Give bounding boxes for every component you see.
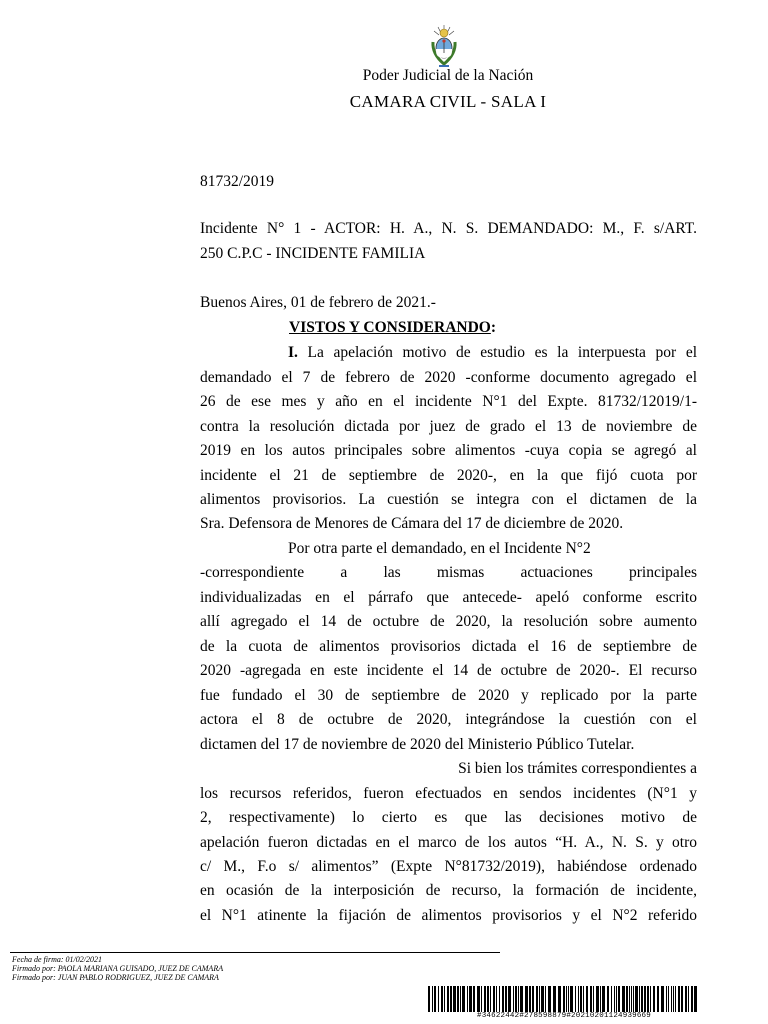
barcode-bar <box>600 986 601 1012</box>
barcode-bar <box>626 986 628 1012</box>
barcode-bar <box>462 986 465 1012</box>
case-number: 81732/2019 <box>200 173 275 190</box>
barcode-bar <box>487 986 489 1012</box>
barcode-bar <box>558 986 561 1012</box>
barcode-bar <box>607 986 609 1012</box>
paragraph-line: de la cuota de alimentos provisorios dictada el 16 de septiembre de <box>200 638 697 655</box>
paragraph-line <box>200 344 697 362</box>
signature-line: Firmado por: JUAN PABLO RODRIGUEZ, JUEZ DE CAMARA <box>12 973 219 982</box>
paragraph-line: allí agregado el 14 de octubre de 2020, la resolución sobre aumento <box>200 613 697 630</box>
paragraph-line: apelación fueron dictadas en el marco de los autos “H. A., N. S. y otro <box>200 834 697 851</box>
case-caption-line: Incidente N° 1 - ACTOR: H. A., N. S. DEMANDADO: M., F. s/ART. <box>200 220 697 237</box>
barcode-bar <box>566 986 567 1012</box>
section-heading-text: VISTOS Y CONSIDERANDO <box>289 319 491 336</box>
barcode-bar <box>688 986 689 1012</box>
barcode-bar <box>629 986 630 1012</box>
barcode-bar <box>614 986 615 1012</box>
barcode-bar <box>496 986 497 1012</box>
barcode-bar <box>668 986 669 1012</box>
signature-date: Fecha de firma: 01/02/2021 <box>12 955 102 964</box>
barcode-bar <box>438 986 439 1012</box>
paragraph-line: 2019 en los autos principales sobre alimentos -cuya copia se agregó al <box>200 442 697 459</box>
barcode <box>428 986 700 1012</box>
barcode-bar <box>618 986 620 1012</box>
paragraph-line: fue fundado el 30 de septiembre de 2020 y replicado por la parte <box>200 687 697 704</box>
barcode-bar <box>685 986 687 1012</box>
paragraph-line: 2020 -agregada en este incidente el 14 de octubre de 2020-. El recurso <box>200 662 697 679</box>
barcode-bar <box>593 986 594 1012</box>
barcode-bar <box>570 986 573 1012</box>
barcode-bar <box>583 986 584 1012</box>
barcode-bar <box>467 986 468 1012</box>
barcode-bar <box>447 986 449 1012</box>
footer-divider <box>10 952 500 953</box>
barcode-bar <box>602 986 605 1012</box>
barcode-bar <box>622 986 625 1012</box>
coat-of-arms-emblem <box>428 24 460 68</box>
barcode-bar <box>460 986 461 1012</box>
barcode-bar <box>691 986 693 1012</box>
barcode-bar <box>673 986 674 1012</box>
barcode-bar <box>681 986 683 1012</box>
paragraph-line: -correspondiente a las mismas actuaciones principales <box>200 564 697 581</box>
paragraph-line: en ocasión de la interposición de recurso, la formación de incidente, <box>200 882 697 899</box>
barcode-bar <box>493 986 495 1012</box>
barcode-bar <box>518 986 519 1012</box>
paragraph-line: alimentos provisorios. La cuestión se integra con el dictamen de la <box>200 491 697 508</box>
paragraph-line: contra la resolución dictada por juez de grado el 13 de noviembre de <box>200 418 697 435</box>
barcode-bar <box>675 986 676 1012</box>
barcode-bar <box>568 986 569 1012</box>
barcode-bar <box>490 986 491 1012</box>
barcode-bar <box>590 986 592 1012</box>
barcode-bar <box>578 986 579 1012</box>
barcode-bar <box>580 986 582 1012</box>
paragraph-line: c/ M., F.o s/ alimentos” (Expte N°81732/2019), habiéndose ordenado <box>200 858 697 875</box>
barcode-bar <box>508 986 511 1012</box>
barcode-number: #34622442#278598879#20210201124939669 <box>477 1012 651 1020</box>
barcode-bar <box>484 986 486 1012</box>
barcode-bar <box>650 986 651 1012</box>
barcode-bar <box>536 986 538 1012</box>
barcode-bar <box>641 986 643 1012</box>
barcode-bar <box>505 986 507 1012</box>
barcode-bar <box>525 986 528 1012</box>
barcode-bar <box>481 986 482 1012</box>
barcode-bar <box>515 986 517 1012</box>
paragraph-line: demandado el 7 de febrero de 2020 -conforme documento agregado el <box>200 369 697 386</box>
barcode-bar <box>477 986 480 1012</box>
barcode-bar <box>666 986 667 1012</box>
barcode-bar <box>469 986 472 1012</box>
barcode-bar <box>633 986 634 1012</box>
barcode-bar <box>694 986 697 1012</box>
paragraph-line: el N°1 atinente la fijación de alimentos provisorios y el N°2 referido <box>200 907 697 924</box>
barcode-bar <box>671 986 672 1012</box>
barcode-bar <box>450 986 452 1012</box>
barcode-bar <box>586 986 588 1012</box>
barcode-bar <box>457 986 459 1012</box>
court-org-title: Poder Judicial de la Nación <box>362 67 534 84</box>
paragraph-numeral: I. <box>288 344 298 361</box>
paragraph-line: los recursos referidos, fueron efectuados en sendos incidentes (N°1 y <box>200 785 697 802</box>
paragraph-text: La apelación motivo de estudio es la interpuesta por el <box>297 344 697 361</box>
barcode-bar <box>499 986 500 1012</box>
barcode-bar <box>432 986 433 1012</box>
paragraph-line: actora el 8 de octubre de 2020, integrándose la cuestión con el <box>200 711 697 728</box>
barcode-bar <box>635 986 638 1012</box>
section-heading-colon: : <box>490 319 497 336</box>
paragraph-line: 26 de ese mes y año en el incidente N°1 del Expte. 81732/12019/1- <box>200 393 697 410</box>
barcode-bar <box>575 986 576 1012</box>
barcode-bar <box>529 986 531 1012</box>
barcode-bar <box>553 986 556 1012</box>
barcode-bar <box>631 986 632 1012</box>
date-line: Buenos Aires, 01 de febrero de 2021.- <box>200 294 436 311</box>
court-chamber-title: CAMARA CIVIL - SALA I <box>349 92 547 111</box>
barcode-bar <box>653 986 655 1012</box>
barcode-bar <box>548 986 551 1012</box>
barcode-bar <box>453 986 456 1012</box>
paragraph-line: Sra. Defensora de Menores de Cámara del 17 de diciembre de 2020. <box>200 515 624 532</box>
barcode-bar <box>473 986 475 1012</box>
barcode-bar <box>616 986 617 1012</box>
paragraph-line: incidente el 21 de septiembre de 2020-, en la que fijó cuota por <box>200 467 697 484</box>
section-heading <box>289 319 589 337</box>
paragraph-line: individualizadas en el párrafo que antecede- apeló conforme escrito <box>200 589 697 606</box>
barcode-bar <box>444 986 445 1012</box>
barcode-bar <box>657 986 659 1012</box>
barcode-bar <box>563 986 565 1012</box>
barcode-bar <box>502 986 504 1012</box>
case-caption-line: 250 C.P.C - INCIDENTE FAMILIA <box>200 245 426 262</box>
barcode-bar <box>434 986 436 1012</box>
barcode-bar <box>647 986 649 1012</box>
barcode-bar <box>611 986 612 1012</box>
barcode-bar <box>520 986 523 1012</box>
signature-line: Firmado por: PAOLA MARIANA GUISADO, JUEZ DE CAMARA <box>12 964 224 973</box>
barcode-bar <box>678 986 680 1012</box>
barcode-bar <box>644 986 646 1012</box>
paragraph-line: Por otra parte el demandado, en el Incidente N°2 <box>288 540 591 557</box>
barcode-bar <box>541 986 544 1012</box>
paragraph-line: 2, respectivamente) lo cierto es que las decisiones motivo de <box>200 809 697 826</box>
barcode-bar <box>661 986 664 1012</box>
barcode-bar <box>428 986 430 1012</box>
barcode-bar <box>639 986 640 1012</box>
barcode-bar <box>545 986 546 1012</box>
barcode-bar <box>441 986 443 1012</box>
barcode-bar <box>596 986 599 1012</box>
barcode-bar <box>513 986 514 1012</box>
paragraph-line: dictamen del 17 de noviembre de 2020 del Ministerio Público Tutelar. <box>200 736 635 753</box>
barcode-bar <box>539 986 540 1012</box>
barcode-bar <box>532 986 534 1012</box>
paragraph-line: Si bien los trámites correspondientes a <box>458 760 697 777</box>
